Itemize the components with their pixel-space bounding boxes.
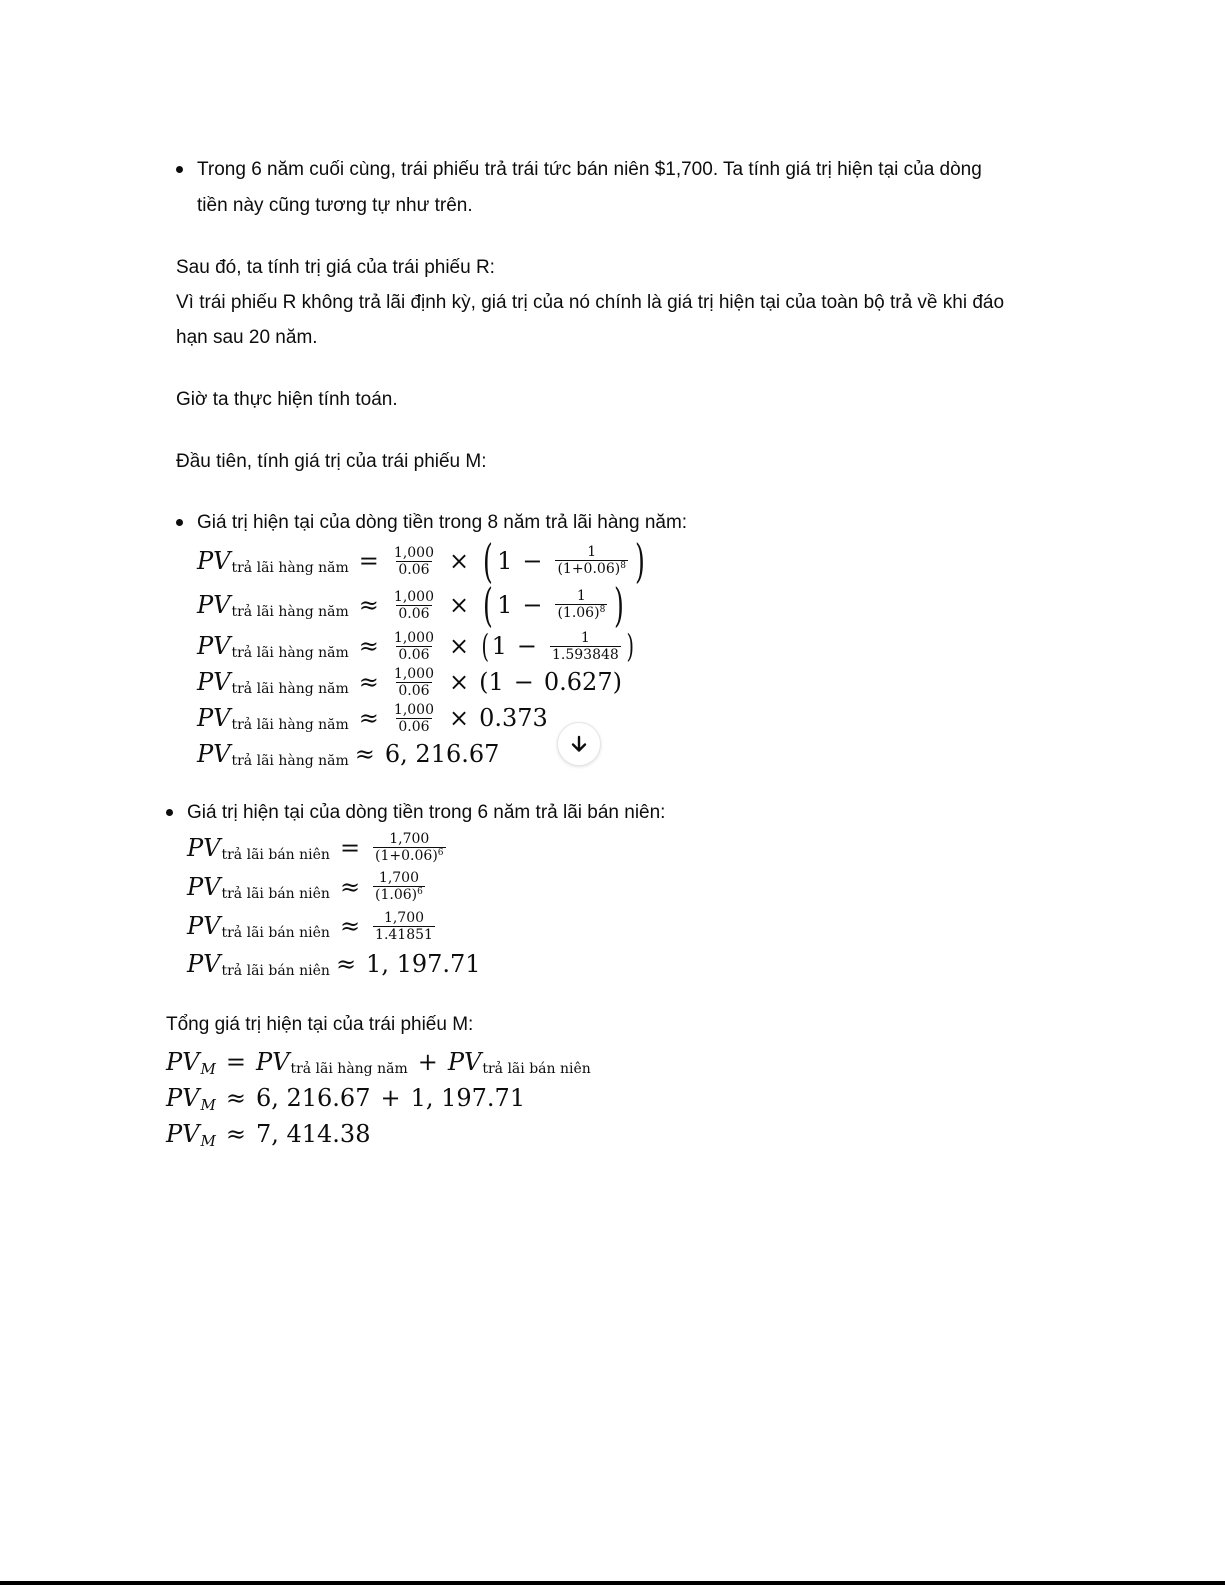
total-eq-row-2: PV M ≈ 6, 216.67 + 1, 197.71	[166, 1084, 526, 1114]
annual-eq-row-3: PV trả lãi hàng năm ≈ $\frac{1,000}{0.06}$ × ( 1 − $\frac{1}{1.593848}$ )	[197, 627, 634, 665]
semi-eq-row-4: PV trả lãi bán niên ≈ 1, 197.71	[187, 950, 481, 979]
annual-eq-row-5: PV trả lãi hàng năm ≈ $\frac{1,000}{0.06}$ × 0.373	[197, 701, 548, 735]
total-eq-row-3: PV M ≈ 7, 414.38	[166, 1120, 371, 1150]
para2-line2: Vì trái phiếu R không trả lãi định kỳ, giá trị của nó chính là giá trị hiện tại của toàn bộ trả về khi đáo	[176, 292, 1005, 313]
semi-eq-row-3: PV trả lãi bán niên ≈ $\frac{1,700}{1.41851}$	[187, 909, 433, 943]
annual-heading: Giá trị hiện tại của dòng tiền trong 8 năm trả lãi hàng năm:	[197, 512, 688, 533]
annual-eq-row-6: PV trả lãi hàng năm ≈ 6, 216.67	[197, 740, 500, 769]
bullet-dot	[166, 809, 173, 816]
para3: Giờ ta thực hiện tính toán.	[176, 389, 398, 410]
semi-heading: Giá trị hiện tại của dòng tiền trong 6 năm trả lãi bán niên:	[187, 802, 666, 823]
para4: Đầu tiên, tính giá trị của trái phiếu M:	[176, 451, 487, 472]
bullet-dot	[176, 519, 183, 526]
para2-line3: hạn sau 20 năm.	[176, 327, 318, 348]
annual-eq-row-1: PV trả lãi hàng năm = $\frac{1,000}{0.06}$ × ( 1 − $\frac{1}{(1+0.06)^8}$ )	[197, 534, 645, 588]
total-heading: Tổng giá trị hiện tại của trái phiếu M:	[166, 1014, 474, 1035]
para2-line1: Sau đó, ta tính trị giá của trái phiếu R:	[176, 257, 495, 278]
arrow-down-icon	[569, 734, 589, 754]
page-bottom-border	[0, 1581, 1225, 1585]
para1-line1: Trong 6 năm cuối cùng, trái phiếu trả trái tức bán niên $1,700. Ta tính giá trị hiện tại của dòng	[197, 159, 982, 180]
total-eq-row-1: PV M = PV trả lãi hàng năm + PV trả lãi bán niên	[166, 1048, 591, 1078]
semi-eq-row-1: PV trả lãi bán niên = $\frac{1,700}{(1+0.06)^6}$	[187, 830, 444, 864]
bullet-dot	[176, 166, 183, 173]
scroll-down-button[interactable]	[557, 722, 601, 766]
annual-eq-row-4: PV trả lãi hàng năm ≈ $\frac{1,000}{0.06}$ × ( 1 − 0.627 )	[197, 665, 622, 699]
annual-eq-row-2: PV trả lãi hàng năm ≈ $\frac{1,000}{0.06}$ × ( 1 − $\frac{1}{(1.06)^8}$ )	[197, 578, 625, 632]
para1-line2: tiền này cũng tương tự như trên.	[197, 195, 473, 216]
semi-eq-row-2: PV trả lãi bán niên ≈ $\frac{1,700}{(1.06)^6}$	[187, 869, 423, 903]
